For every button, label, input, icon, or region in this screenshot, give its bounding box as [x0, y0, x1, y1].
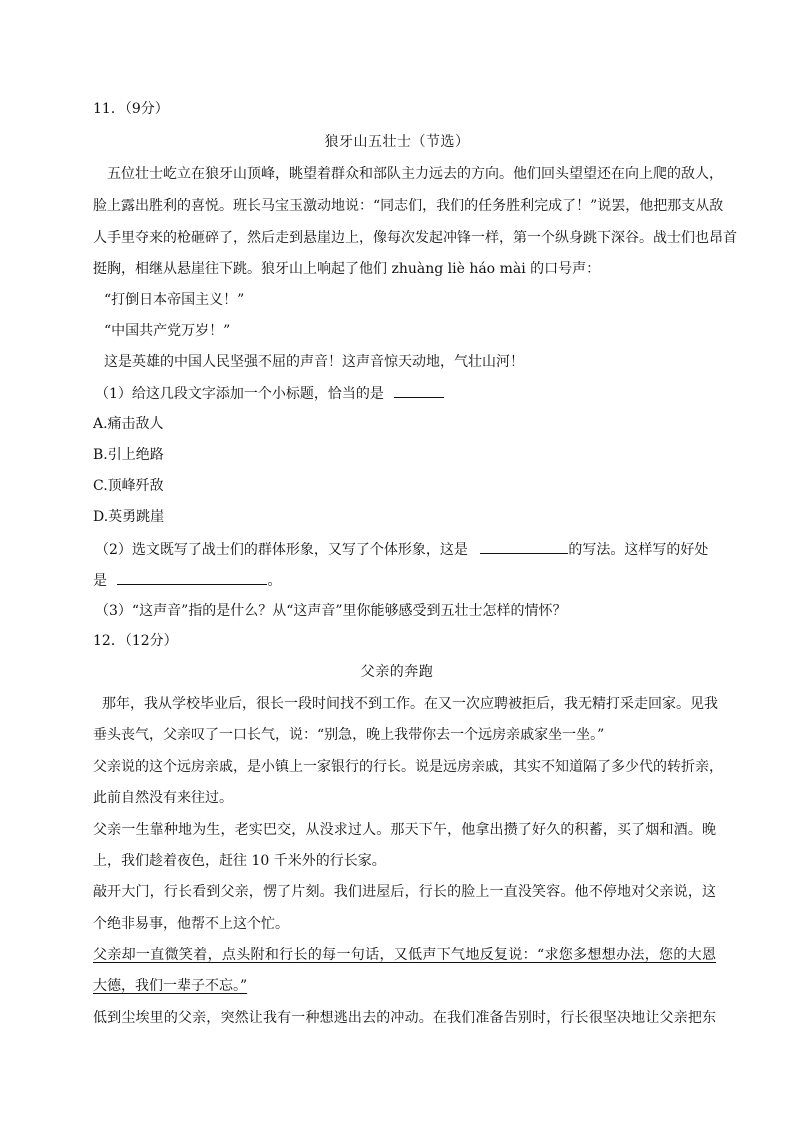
answer-blank-1[interactable] [394, 383, 444, 398]
question-11-title: 狼牙山五壮士（节选） [324, 134, 470, 150]
passage-12-line-8: 个绝非易事，他帮不上这个忙。 [93, 916, 289, 932]
passage-12-underlined-line-1: 父亲却一直微笑着，点头附和行长的每一句话，又低声下气地反复说：“求您多想想办法，您的大恩 [93, 947, 716, 963]
sub-question-2-line-2 [93, 570, 281, 591]
passage-11-line-5: 这是英雄的中国人民坚强不屈的声音！这声音惊天动地，气壮山河！ [104, 354, 524, 370]
passage-12-line-11: 低到尘埃里的父亲，突然让我有一种想逃出去的冲动。在我们准备告别时，行长很坚决地让父亲把东 [93, 1010, 716, 1026]
passage-12-line-2: 垂头丧气，父亲叹了一口长气，说：“别急，晚上我带你去一个远房亲戚家坐一坐。” [93, 727, 605, 743]
question-11-header: 11．（9分） [93, 101, 169, 117]
sub-question-2-text-a: （2）选文既写了战士们的群体形象，又写了个体形象，这是 [95, 542, 468, 558]
passage-12-line-5: 父亲一生靠种地为生，老实巴交，从没求过人。那天下午，他拿出攒了好久的积蓄，买了烟和酒。晚 [93, 822, 716, 838]
passage-12-line-4: 此前自然没有来往过。 [93, 790, 233, 806]
sub-question-2-text-b: 的写法。这样写的好处 [568, 542, 709, 558]
answer-blank-2[interactable] [480, 539, 568, 554]
passage-11-line-3: 人手里夺来的枪砸碎了，然后走到悬崖边上，像每次发起冲锋一样，第一个纵身跳下深谷。战士们也昂首 [93, 230, 737, 246]
passage-12-underlined-line-2: 大德，我们一辈子不忘。” [93, 978, 248, 994]
option-c[interactable]: C.顶峰歼敌 [93, 478, 164, 494]
sub-question-1 [95, 383, 444, 404]
question-12-title: 父亲的奔跑 [360, 664, 434, 680]
passage-11-quote-2: “中国共产党万岁！” [104, 323, 231, 339]
passage-11-line-1: 五位壮士屹立在狼牙山顶峰，眺望着群众和部队主力远去的方向。他们回头望望还在向上爬的敌人， [107, 166, 723, 182]
passage-12-line-1: 那年，我从学校毕业后，很长一段时间找不到工作。在又一次应聘被拒后，我无精打采走回家。见我 [102, 696, 718, 712]
sub-question-2-line-1 [95, 539, 708, 560]
sub-question-1-text: （1）给这几段文字添加一个小标题，恰当的是 [95, 386, 384, 402]
sub-question-2-text-c: 是 [93, 573, 107, 589]
option-a[interactable]: A.痛击敌人 [93, 416, 164, 432]
passage-11-line-2: 脸上露出胜利的喜悦。班长马宝玉激动地说：“同志们，我们的任务胜利完成了！”说罢，他把那支从敌 [93, 198, 724, 214]
passage-11-quote-1: “打倒日本帝国主义！” [104, 292, 245, 308]
passage-12-line-7: 敲开大门，行长看到父亲，愣了片刻。我们进屋后，行长的脸上一直没笑容。他不停地对父亲说，这 [93, 884, 716, 900]
answer-blank-3[interactable] [117, 570, 267, 585]
passage-12-line-6: 上，我们趁着夜色，赶往 10 千米外的行长家。 [93, 853, 386, 869]
sub-question-2-end: 。 [267, 573, 282, 589]
question-12-header: 12．（12分） [93, 633, 178, 649]
passage-11-line-4: 挺胸，相继从悬崖往下跳。狼牙山上响起了他们 zhuàng liè háo mài 的口号声： [93, 261, 601, 277]
sub-question-3: （3）“这声音”指的是什么？从“这声音”里你能够感受到五壮士怎样的情怀？ [95, 603, 567, 619]
passage-12-line-3: 父亲说的这个远房亲戚，是小镇上一家银行的行长。说是远房亲戚，其实不知道隔了多少代的转折亲， [93, 759, 723, 775]
option-b[interactable]: B.引上绝路 [93, 447, 164, 463]
option-d[interactable]: D.英勇跳崖 [93, 509, 165, 525]
